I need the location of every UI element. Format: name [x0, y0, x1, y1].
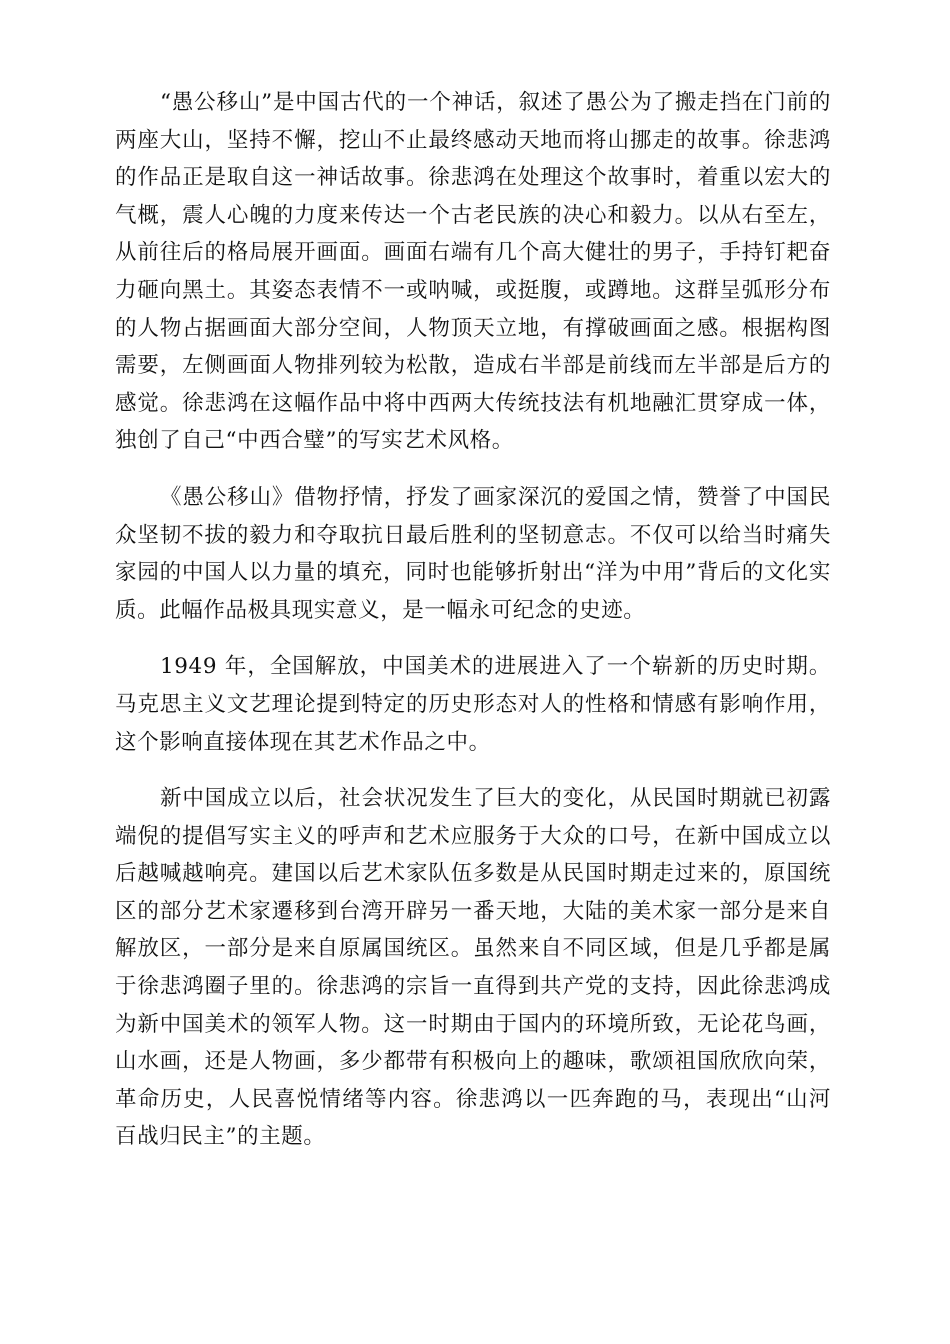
document-body [115, 84, 831, 1175]
paragraph-1: “愚公移山”是中国古代的一个神话，叙述了愚公为了搬走挡在门前的两座大山，坚持不懈，挖山不止最终感动天地而将山挪走的故事。徐悲鸿的作品正是取自这一神话故事。徐悲鸿在处理这个故事时，着重以宏大的气概，震人心魄的力度来传达一个古老民族的决心和毅力。以从右至左，从前往后的格局展开画面。画面右端有几个高大健壮的男子，手持钉耙奋力砸向黑土。其姿态表情不一或呐喊，或挺腹，或蹲地。这群呈弧形分布的人物占据画面大部分空间，人物顶天立地，有撑破画面之感。根据构图需要，左侧画面人物排列较为松散，造成右半部是前线而左半部是后方的感觉。徐悲鸿在这幅作品中将中西两大传统技法有机地融汇贯穿成一体，独创了自己“中西合璧”的写实艺术风格。 [115, 90, 831, 454]
paragraph-4: 新中国成立以后，社会状况发生了巨大的变化，从民国时期就已初露端倪的提倡写实主义的呼声和艺术应服务于大众的口号，在新中国成立以后越喊越响亮。建国以后艺术家队伍多数是从民国时期走过来的，原国统区的部分艺术家遷移到台湾开辟另一番天地，大陆的美术家一部分是来自解放区，一部分是来自原属国统区。虽然来自不同区域，但是几乎都是属于徐悲鸿圈子里的。徐悲鸿的宗旨一直得到共产党的支持，因此徐悲鸿成为新中国美术的领军人物。这一时期由于国内的环境所致，无论花鸟画，山水画，还是人物画，多少都带有积极向上的趣味，歌颂祖国欣欣向荣，革命历史，人民喜悦情绪等内容。徐悲鸿以一匹奔跑的马，表现出“山河百战归民主”的主题。 [115, 786, 831, 1150]
paragraph-2: 《愚公移山》借物抒情，抒发了画家深沉的爱国之情，赞誉了中国民众坚韧不拔的毅力和夺取抗日最后胜利的坚韧意志。不仅可以给当时痛失家园的中国人以力量的填充，同时也能够折射出“洋为中用”背后的文化实质。此幅作品极具现实意义，是一幅永可纪念的史迹。 [115, 484, 831, 623]
paragraph-3: 1949 年，全国解放，中国美术的进展进入了一个崭新的历史时期。马克思主义文艺理论提到特定的历史形态对人的性格和情感有影响作用，这个影响直接体现在其艺术作品之中。 [115, 654, 831, 755]
